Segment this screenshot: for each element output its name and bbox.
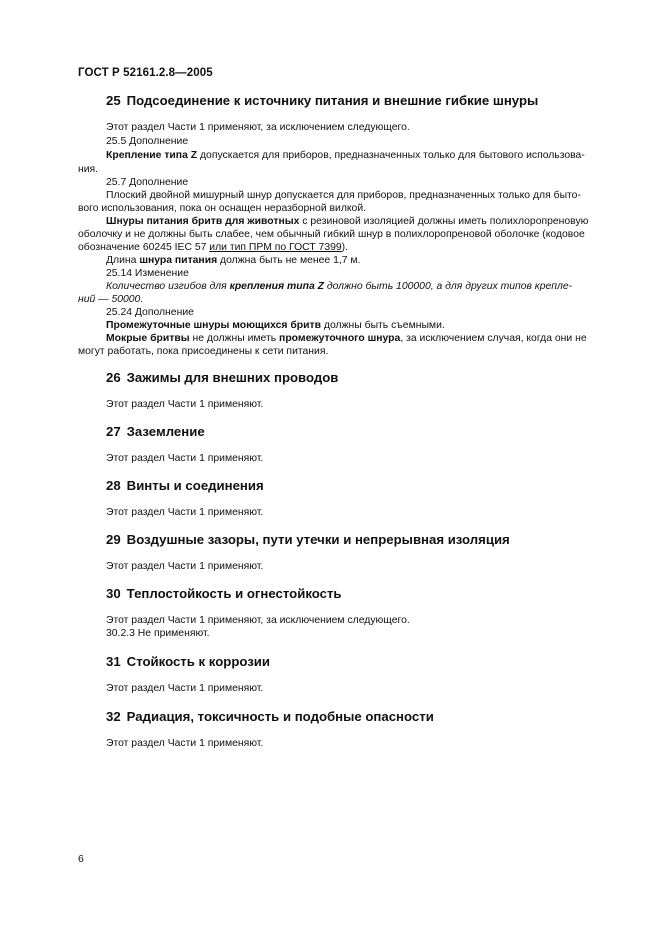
- clause-25-5-text: допускается для приборов, предназначенных только для бытового использова-: [197, 150, 585, 161]
- term-interconnection-cords: Промежуточные шнуры моющихся бритв: [106, 320, 322, 331]
- clause-25-5-line2: ния.: [78, 164, 99, 175]
- clause-30-2-3: 30.2.3 Не применяют.: [106, 628, 210, 639]
- section-26-text: Этот раздел Части 1 применяют.: [106, 399, 264, 410]
- section-25-intro: Этот раздел Части 1 применяют, за исключением следующего.: [106, 122, 410, 133]
- section-32-text: Этот раздел Части 1 применяют.: [106, 738, 264, 749]
- section-25-title: Подсоединение к источнику питания и внешние гибкие шнуры: [126, 93, 539, 108]
- clause-25-14-line2: ний — 50000.: [78, 294, 144, 305]
- section-31-text: Этот раздел Части 1 применяют.: [106, 683, 264, 694]
- clause-25-7-number: 25.7 Дополнение: [106, 177, 189, 188]
- section-32-heading: [106, 709, 434, 724]
- section-28-text: Этот раздел Части 1 применяют.: [106, 507, 264, 518]
- length-text-b: должна быть не менее 1,7 м.: [217, 255, 361, 266]
- clause-25-7-para2-line3: [78, 242, 348, 253]
- gost-reference: или тип ПРМ по ГОСТ 7399: [209, 242, 342, 253]
- term-animal-clipper-cords: Шнуры питания бритв для животных: [106, 216, 300, 227]
- code-designation: обозначение 60245 IEC 57: [78, 242, 210, 253]
- closing-paren: ).: [341, 242, 349, 253]
- section-30-text: Этот раздел Части 1 применяют, за исключением следующего.: [106, 615, 410, 626]
- term-fixing-type-z-italic: крепления типа Z: [229, 281, 324, 292]
- clause-25-14-line1: [106, 281, 572, 292]
- section-26-number: 26: [106, 370, 121, 385]
- section-27-number: 27: [106, 424, 121, 439]
- clause-25-24-para2-line2: могут работать, пока присоединены к сети питания.: [78, 346, 329, 357]
- flex-count-text-b: должно быть 100000, а для других типов крепле-: [323, 281, 573, 292]
- page-number: 6: [78, 854, 84, 865]
- section-31-heading: [106, 654, 270, 669]
- section-31-title: Стойкость к коррозии: [126, 654, 271, 669]
- term-fixing-type-z: Крепление типа Z: [106, 150, 198, 161]
- section-28-title: Винты и соединения: [126, 478, 264, 493]
- section-28-number: 28: [106, 478, 121, 493]
- clause-25-7-line1: Плоский двойной мишурный шнур допускается для приборов, предназначенных только для быто-: [106, 190, 581, 201]
- flex-count-text-a: Количество изгибов для: [106, 281, 230, 292]
- section-26-title: Зажимы для внешних проводов: [126, 370, 339, 385]
- clause-25-5-number: 25.5 Дополнение: [106, 136, 189, 147]
- section-32-title: Радиация, токсичность и подобные опасности: [126, 709, 434, 724]
- clause-25-5-line1: [106, 150, 585, 161]
- section-27-heading: [106, 424, 205, 439]
- term-supply-cord: шнура питания: [139, 255, 218, 266]
- clause-25-24-line1: [106, 320, 445, 331]
- clause-25-7-para3: [106, 255, 360, 266]
- term-interconnection-cord: промежуточного шнура: [279, 333, 401, 344]
- section-29-number: 29: [106, 532, 121, 547]
- section-29-heading: [106, 532, 510, 547]
- clause-25-7-para2-line2: оболочку и не должны быть слабее, чем обычный гибкий шнур в полихлоропреновой оболочке (кодовое: [78, 229, 585, 240]
- section-26-heading: [106, 370, 338, 385]
- section-31-number: 31: [106, 654, 121, 669]
- wet-shavers-text-a: не должны иметь: [189, 333, 280, 344]
- section-30-heading: [106, 586, 342, 601]
- clause-25-14-number: 25.14 Изменение: [106, 268, 189, 279]
- clause-25-7-line2: вого использования, пока он оснащен неразборной вилкой.: [78, 203, 367, 214]
- clause-25-24-para2-line1: [106, 333, 587, 344]
- section-32-number: 32: [106, 709, 121, 724]
- section-27-text: Этот раздел Части 1 применяют.: [106, 453, 264, 464]
- section-30-title: Теплостойкость и огнестойкость: [126, 586, 342, 601]
- clause-25-7-para2-line1: [106, 216, 588, 227]
- clause-25-7-para2-text1: с резиновой изоляцией должны иметь полихлоропреновую: [299, 216, 589, 227]
- section-25-number: 25: [106, 93, 121, 108]
- section-29-text: Этот раздел Части 1 применяют.: [106, 561, 264, 572]
- removable-text: должны быть съемными.: [321, 320, 445, 331]
- wet-shavers-text-b: , за исключением случая, когда они не: [400, 333, 587, 344]
- section-28-heading: [106, 478, 264, 493]
- section-30-number: 30: [106, 586, 121, 601]
- clause-25-24-number: 25.24 Дополнение: [106, 307, 194, 318]
- section-29-title: Воздушные зазоры, пути утечки и непрерывная изоляция: [126, 532, 510, 547]
- document-header: ГОСТ Р 52161.2.8—2005: [78, 67, 213, 79]
- section-27-title: Заземление: [126, 424, 205, 439]
- term-wet-shavers: Мокрые бритвы: [106, 333, 190, 344]
- section-25-heading: [106, 93, 538, 108]
- length-text-a: Длина: [106, 255, 140, 266]
